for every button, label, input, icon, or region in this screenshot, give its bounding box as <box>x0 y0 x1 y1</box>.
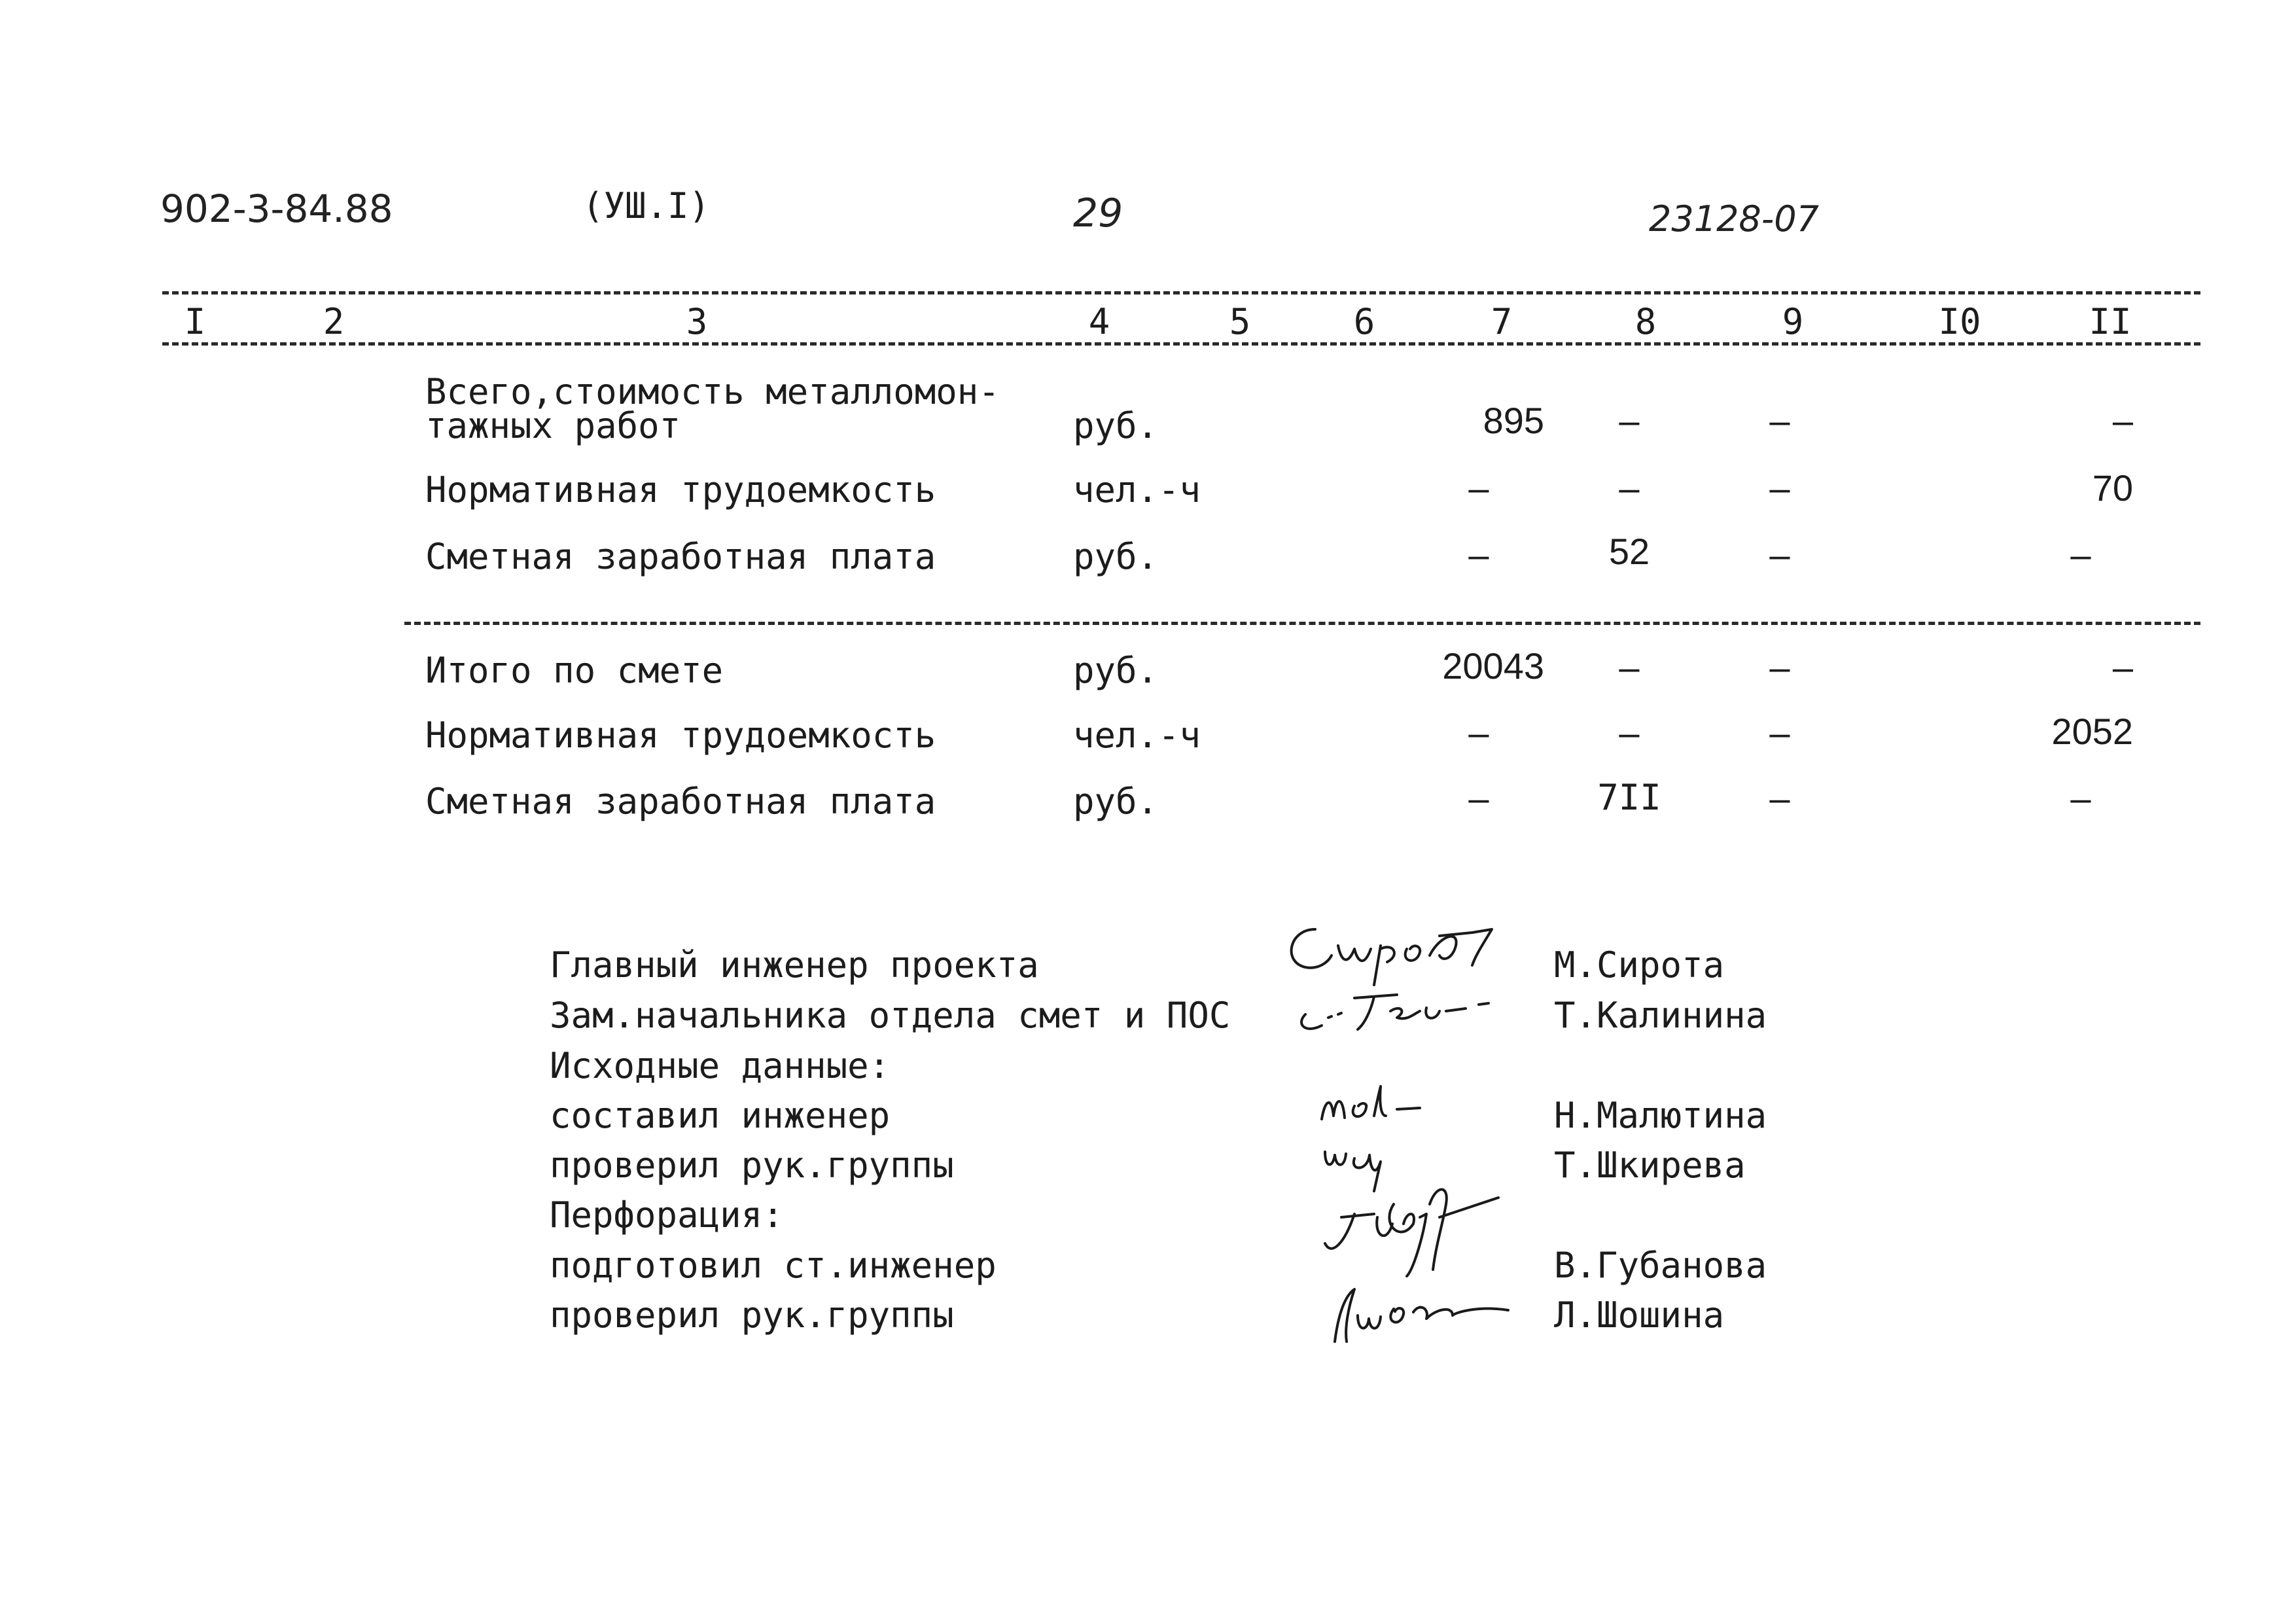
signature-gubanova <box>1315 1178 1511 1283</box>
row-a1-col8: – <box>1619 400 1640 441</box>
row-b3-name: Сметная заработная плата <box>425 781 936 822</box>
column-number-11: II <box>2089 301 2132 342</box>
name-malyutina: Н.Малютина <box>1554 1095 1767 1136</box>
row-a1-col9: – <box>1769 400 1790 441</box>
row-a2-col11: 70 <box>2092 467 2133 508</box>
row-b1-unit: руб. <box>1073 650 1159 691</box>
column-number-1: I <box>184 301 206 342</box>
row-a1-name-line2: тажных работ <box>425 405 681 446</box>
column-number-7: 7 <box>1491 301 1513 342</box>
signature-sirota <box>1276 916 1518 988</box>
row-b2-col9: – <box>1769 712 1790 753</box>
inventory-number: 23128-07 <box>1649 198 1819 240</box>
name-sirota: М.Сирота <box>1554 944 1725 986</box>
row-b3-unit: руб. <box>1073 781 1159 822</box>
signature-malyutina <box>1315 1080 1446 1132</box>
column-number-10: I0 <box>1938 301 1981 342</box>
row-a1-unit: руб. <box>1073 405 1159 446</box>
row-a1-col11: – <box>2112 400 2133 441</box>
row-b2-name: Нормативная трудоемкость <box>425 715 936 756</box>
row-a2-col8: – <box>1619 467 1640 508</box>
row-a3-col9: – <box>1769 534 1790 575</box>
header-top-rule <box>162 291 2200 294</box>
page-number: 29 <box>1073 190 1123 236</box>
row-a3-col7: – <box>1468 534 1489 575</box>
row-b2-col11: 2052 <box>2051 711 2133 752</box>
row-a3-name: Сметная заработная плата <box>425 536 936 577</box>
signature-shoshina <box>1322 1270 1518 1348</box>
row-a3-col8: 52 <box>1608 531 1650 572</box>
row-b1-col11: – <box>2112 647 2133 688</box>
signature-kalinina <box>1292 985 1502 1034</box>
row-a2-name: Нормативная трудоемкость <box>425 469 936 510</box>
name-shoshina: Л.Шошина <box>1554 1294 1725 1336</box>
name-shkireva: Т.Шкирева <box>1554 1145 1746 1186</box>
column-number-4: 4 <box>1088 301 1110 342</box>
row-b2-col8: – <box>1619 712 1640 753</box>
row-a2-unit: чел.-ч <box>1073 469 1201 510</box>
row-b1-name: Итого по смете <box>425 650 724 691</box>
row-b3-col11: – <box>2070 777 2091 819</box>
role-prepared-by: подготовил ст.инженер <box>550 1245 997 1286</box>
column-number-3: 3 <box>686 301 708 342</box>
role-compiled-by: составил инженер <box>550 1095 891 1136</box>
row-b2-unit: чел.-ч <box>1073 715 1201 756</box>
row-a2-col9: – <box>1769 467 1790 508</box>
row-a1-col7: 895 <box>1483 400 1544 441</box>
row-a2-col7: – <box>1468 467 1489 508</box>
column-number-6: 6 <box>1353 301 1375 342</box>
column-number-8: 8 <box>1634 301 1657 342</box>
name-kalinina: Т.Калинина <box>1554 995 1767 1036</box>
row-a3-unit: руб. <box>1073 536 1159 577</box>
column-number-5: 5 <box>1229 301 1251 342</box>
role-checked-by-1: проверил рук.группы <box>550 1145 954 1186</box>
document-code: 902-3-84.88 <box>160 187 393 231</box>
row-b3-col8: 7II <box>1597 777 1661 818</box>
column-number-9: 9 <box>1782 301 1804 342</box>
row-b1-col9: – <box>1769 647 1790 688</box>
row-b3-col7: – <box>1468 777 1489 819</box>
section-source-data: Исходные данные: <box>550 1045 891 1086</box>
album-number: (УШ.I) <box>582 185 711 226</box>
section-perforation: Перфорация: <box>550 1194 784 1236</box>
role-checked-by-2: проверил рук.группы <box>550 1294 954 1336</box>
role-chief-engineer: Главный инженер проекта <box>550 944 1039 986</box>
role-deputy-head: Зам.начальника отдела смет и ПОС <box>550 995 1231 1036</box>
name-gubanova: В.Губанова <box>1554 1245 1767 1286</box>
row-a1-name-line1: Всего,стоимость металломон- <box>425 371 1000 412</box>
header-bottom-rule <box>162 342 2200 346</box>
row-b1-col8: – <box>1619 647 1640 688</box>
section-rule <box>404 622 2200 625</box>
column-number-2: 2 <box>323 301 345 342</box>
row-b2-col7: – <box>1468 712 1489 753</box>
row-b3-col9: – <box>1769 777 1790 819</box>
row-b1-col7: 20043 <box>1442 645 1544 687</box>
row-a3-col11: – <box>2070 534 2091 575</box>
